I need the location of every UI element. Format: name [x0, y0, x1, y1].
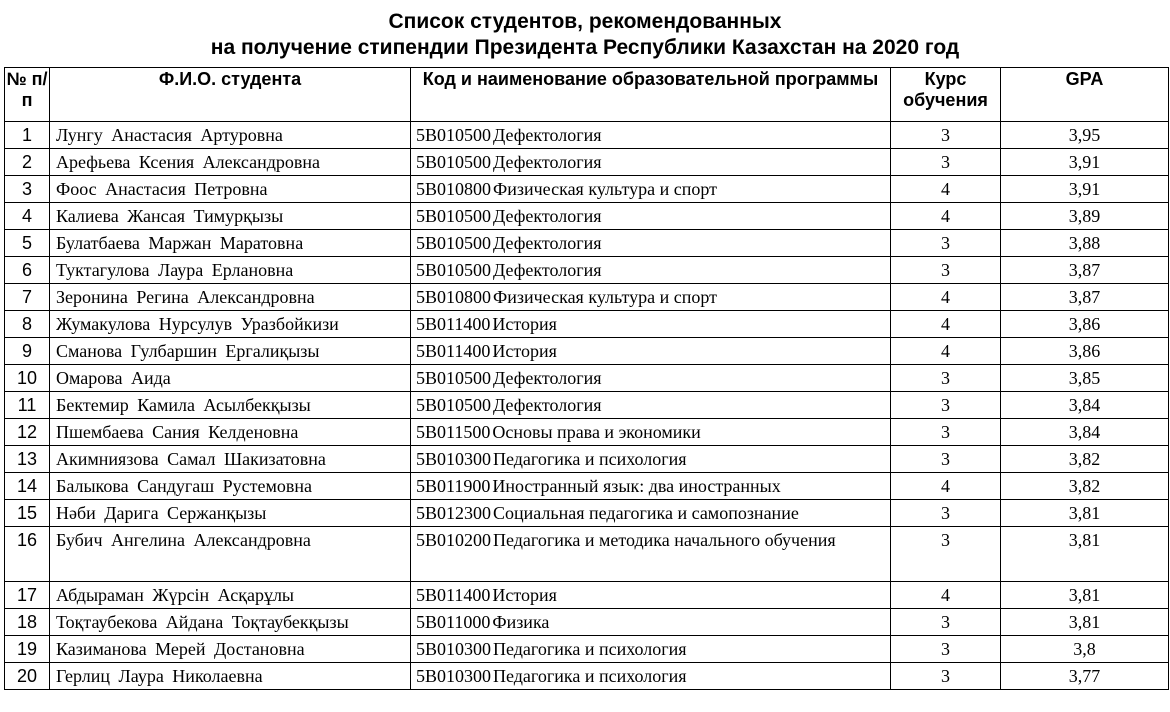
program-title: Педагогика и методика начального обучения [493, 530, 836, 550]
program-cell [411, 609, 891, 636]
row-num: 2 [5, 149, 50, 176]
student-name: Жумакулова Нурсулув Уразбойкизи [50, 311, 411, 338]
program-code: 5В010500 [416, 395, 492, 415]
program-cell [411, 473, 891, 500]
program-cell [411, 365, 891, 392]
gpa-value: 3,85 [1001, 365, 1169, 392]
header-name: Ф.И.О. студента [50, 68, 411, 122]
program-code: 5В010300 [416, 666, 492, 686]
row-num: 18 [5, 609, 50, 636]
course-year: 3 [891, 149, 1001, 176]
table-row [5, 419, 1169, 446]
student-name: Арефьева Ксения Александровна [50, 149, 411, 176]
header-gpa: GPA [1001, 68, 1169, 122]
gpa-value: 3,87 [1001, 257, 1169, 284]
program-title: Дефектология [493, 152, 602, 172]
students-table [4, 67, 1169, 690]
gpa-value: 3,86 [1001, 311, 1169, 338]
gpa-value: 3,84 [1001, 419, 1169, 446]
table-row [5, 473, 1169, 500]
row-num: 20 [5, 663, 50, 690]
student-name: Лунгу Анастасия Артуровна [50, 122, 411, 149]
program-code: 5В010200 [416, 530, 492, 550]
row-num: 16 [5, 527, 50, 582]
gpa-value: 3,86 [1001, 338, 1169, 365]
table-body [5, 122, 1169, 690]
program-code: 5В010800 [416, 179, 492, 199]
course-year: 4 [891, 284, 1001, 311]
program-cell [411, 392, 891, 419]
gpa-value: 3,89 [1001, 203, 1169, 230]
document-title-line-1: Список студентов, рекомендованных [388, 10, 782, 33]
table-row [5, 122, 1169, 149]
gpa-value: 3,81 [1001, 500, 1169, 527]
table-row [5, 500, 1169, 527]
gpa-value: 3,95 [1001, 122, 1169, 149]
student-name: Тоқтаубекова Айдана Тоқтаубекқызы [50, 609, 411, 636]
row-num: 12 [5, 419, 50, 446]
student-name: Нәби Дарига Сержанқызы [50, 500, 411, 527]
table-row [5, 582, 1169, 609]
course-year: 4 [891, 582, 1001, 609]
row-num: 7 [5, 284, 50, 311]
program-code: 5В012300 [416, 503, 492, 523]
course-year: 3 [891, 500, 1001, 527]
student-name: Булатбаева Маржан Маратовна [50, 230, 411, 257]
table-row [5, 176, 1169, 203]
program-title: Дефектология [493, 260, 602, 280]
student-name: Сманова Гулбаршин Ергалиқызы [50, 338, 411, 365]
student-name: Зеронина Регина Александровна [50, 284, 411, 311]
student-name: Казиманова Мерей Достановна [50, 636, 411, 663]
table-row [5, 203, 1169, 230]
program-code: 5В010500 [416, 233, 492, 253]
row-num: 5 [5, 230, 50, 257]
program-title: Дефектология [493, 368, 602, 388]
row-num: 4 [5, 203, 50, 230]
program-title: Физическая культура и спорт [493, 179, 718, 199]
program-cell [411, 527, 891, 582]
student-name: Бубич Ангелина Александровна [50, 527, 411, 582]
course-year: 3 [891, 419, 1001, 446]
program-code: 5В010800 [416, 287, 492, 307]
course-year: 4 [891, 338, 1001, 365]
table-row [5, 609, 1169, 636]
student-name: Фоос Анастасия Петровна [50, 176, 411, 203]
student-name: Абдыраман Жүрсін Асқарұлы [50, 582, 411, 609]
header-course: Курс обучения [891, 68, 1001, 122]
program-code: 5В010300 [416, 639, 492, 659]
gpa-value: 3,8 [1001, 636, 1169, 663]
program-title: Педагогика и психология [493, 666, 687, 686]
gpa-value: 3,88 [1001, 230, 1169, 257]
program-code: 5В010500 [416, 368, 492, 388]
program-code: 5В011400 [416, 585, 491, 605]
student-name: Герлиц Лаура Николаевна [50, 663, 411, 690]
program-cell [411, 203, 891, 230]
table-row [5, 230, 1169, 257]
program-title: Иностранный язык: два иностранных [492, 476, 781, 496]
row-num: 6 [5, 257, 50, 284]
course-year: 3 [891, 446, 1001, 473]
program-cell [411, 582, 891, 609]
course-year: 3 [891, 392, 1001, 419]
program-title: История [492, 341, 557, 361]
program-cell [411, 122, 891, 149]
header-num: № п/п [5, 68, 50, 122]
row-num: 13 [5, 446, 50, 473]
program-title: Дефектология [493, 206, 602, 226]
program-cell [411, 338, 891, 365]
program-cell [411, 284, 891, 311]
student-name: Балыкова Сандугаш Рустемовна [50, 473, 411, 500]
program-title: Основы права и экономики [492, 422, 701, 442]
table-row [5, 636, 1169, 663]
table-header [5, 68, 1169, 122]
row-num: 19 [5, 636, 50, 663]
gpa-value: 3,81 [1001, 527, 1169, 582]
student-name: Бектемир Камила Асылбекқызы [50, 392, 411, 419]
gpa-value: 3,77 [1001, 663, 1169, 690]
table-row [5, 446, 1169, 473]
program-cell [411, 230, 891, 257]
program-code: 5В010300 [416, 449, 492, 469]
course-year: 3 [891, 663, 1001, 690]
program-cell [411, 446, 891, 473]
row-num: 3 [5, 176, 50, 203]
row-num: 8 [5, 311, 50, 338]
program-title: Педагогика и психология [493, 639, 687, 659]
gpa-value: 3,82 [1001, 473, 1169, 500]
program-title: Дефектология [493, 125, 602, 145]
program-cell [411, 663, 891, 690]
gpa-value: 3,91 [1001, 149, 1169, 176]
header-program: Код и наименование образовательной программы [411, 68, 891, 122]
program-code: 5В011400 [416, 314, 491, 334]
program-title: История [492, 314, 557, 334]
table-header-row [5, 68, 1169, 122]
gpa-value: 3,82 [1001, 446, 1169, 473]
program-code: 5В011400 [416, 341, 491, 361]
table-row [5, 392, 1169, 419]
program-cell [411, 500, 891, 527]
row-num: 15 [5, 500, 50, 527]
row-num: 17 [5, 582, 50, 609]
program-title: Дефектология [493, 233, 602, 253]
row-num: 11 [5, 392, 50, 419]
table-row [5, 149, 1169, 176]
table-row [5, 663, 1169, 690]
course-year: 3 [891, 609, 1001, 636]
course-year: 4 [891, 203, 1001, 230]
program-cell [411, 636, 891, 663]
gpa-value: 3,81 [1001, 582, 1169, 609]
program-cell [411, 419, 891, 446]
program-cell [411, 149, 891, 176]
program-title: История [492, 585, 557, 605]
program-title: Социальная педагогика и самопознание [493, 503, 799, 523]
program-code: 5В011500 [416, 422, 491, 442]
row-num: 1 [5, 122, 50, 149]
program-code: 5В010500 [416, 206, 492, 226]
table-row [5, 311, 1169, 338]
gpa-value: 3,81 [1001, 609, 1169, 636]
program-code: 5В011000 [416, 612, 491, 632]
course-year: 3 [891, 230, 1001, 257]
program-title: Педагогика и психология [493, 449, 687, 469]
course-year: 3 [891, 527, 1001, 582]
student-name: Пшембаева Сания Келденовна [50, 419, 411, 446]
program-code: 5В011900 [416, 476, 491, 496]
program-code: 5В010500 [416, 125, 492, 145]
course-year: 3 [891, 365, 1001, 392]
table-row [5, 338, 1169, 365]
row-num: 14 [5, 473, 50, 500]
program-cell [411, 176, 891, 203]
course-year: 4 [891, 176, 1001, 203]
student-name: Калиева Жансая Тимурқызы [50, 203, 411, 230]
program-code: 5В010500 [416, 152, 492, 172]
gpa-value: 3,84 [1001, 392, 1169, 419]
program-code: 5В010500 [416, 260, 492, 280]
course-year: 4 [891, 473, 1001, 500]
table-row [5, 257, 1169, 284]
student-name: Акимниязова Самал Шакизатовна [50, 446, 411, 473]
course-year: 3 [891, 122, 1001, 149]
row-num: 10 [5, 365, 50, 392]
document-title-line-2: на получение стипендии Президента Республики Казахстан на 2020 год [210, 36, 960, 59]
table-row [5, 365, 1169, 392]
course-year: 3 [891, 636, 1001, 663]
table-row [5, 527, 1169, 582]
row-num: 9 [5, 338, 50, 365]
program-cell [411, 257, 891, 284]
course-year: 3 [891, 257, 1001, 284]
program-title: Физика [492, 612, 550, 632]
student-name: Туктагулова Лаура Ерлановна [50, 257, 411, 284]
program-title: Дефектология [493, 395, 602, 415]
table-row [5, 284, 1169, 311]
document-title [0, 9, 1170, 61]
gpa-value: 3,87 [1001, 284, 1169, 311]
gpa-value: 3,91 [1001, 176, 1169, 203]
course-year: 4 [891, 311, 1001, 338]
student-name: Омарова Аида [50, 365, 411, 392]
program-title: Физическая культура и спорт [493, 287, 718, 307]
program-cell [411, 311, 891, 338]
